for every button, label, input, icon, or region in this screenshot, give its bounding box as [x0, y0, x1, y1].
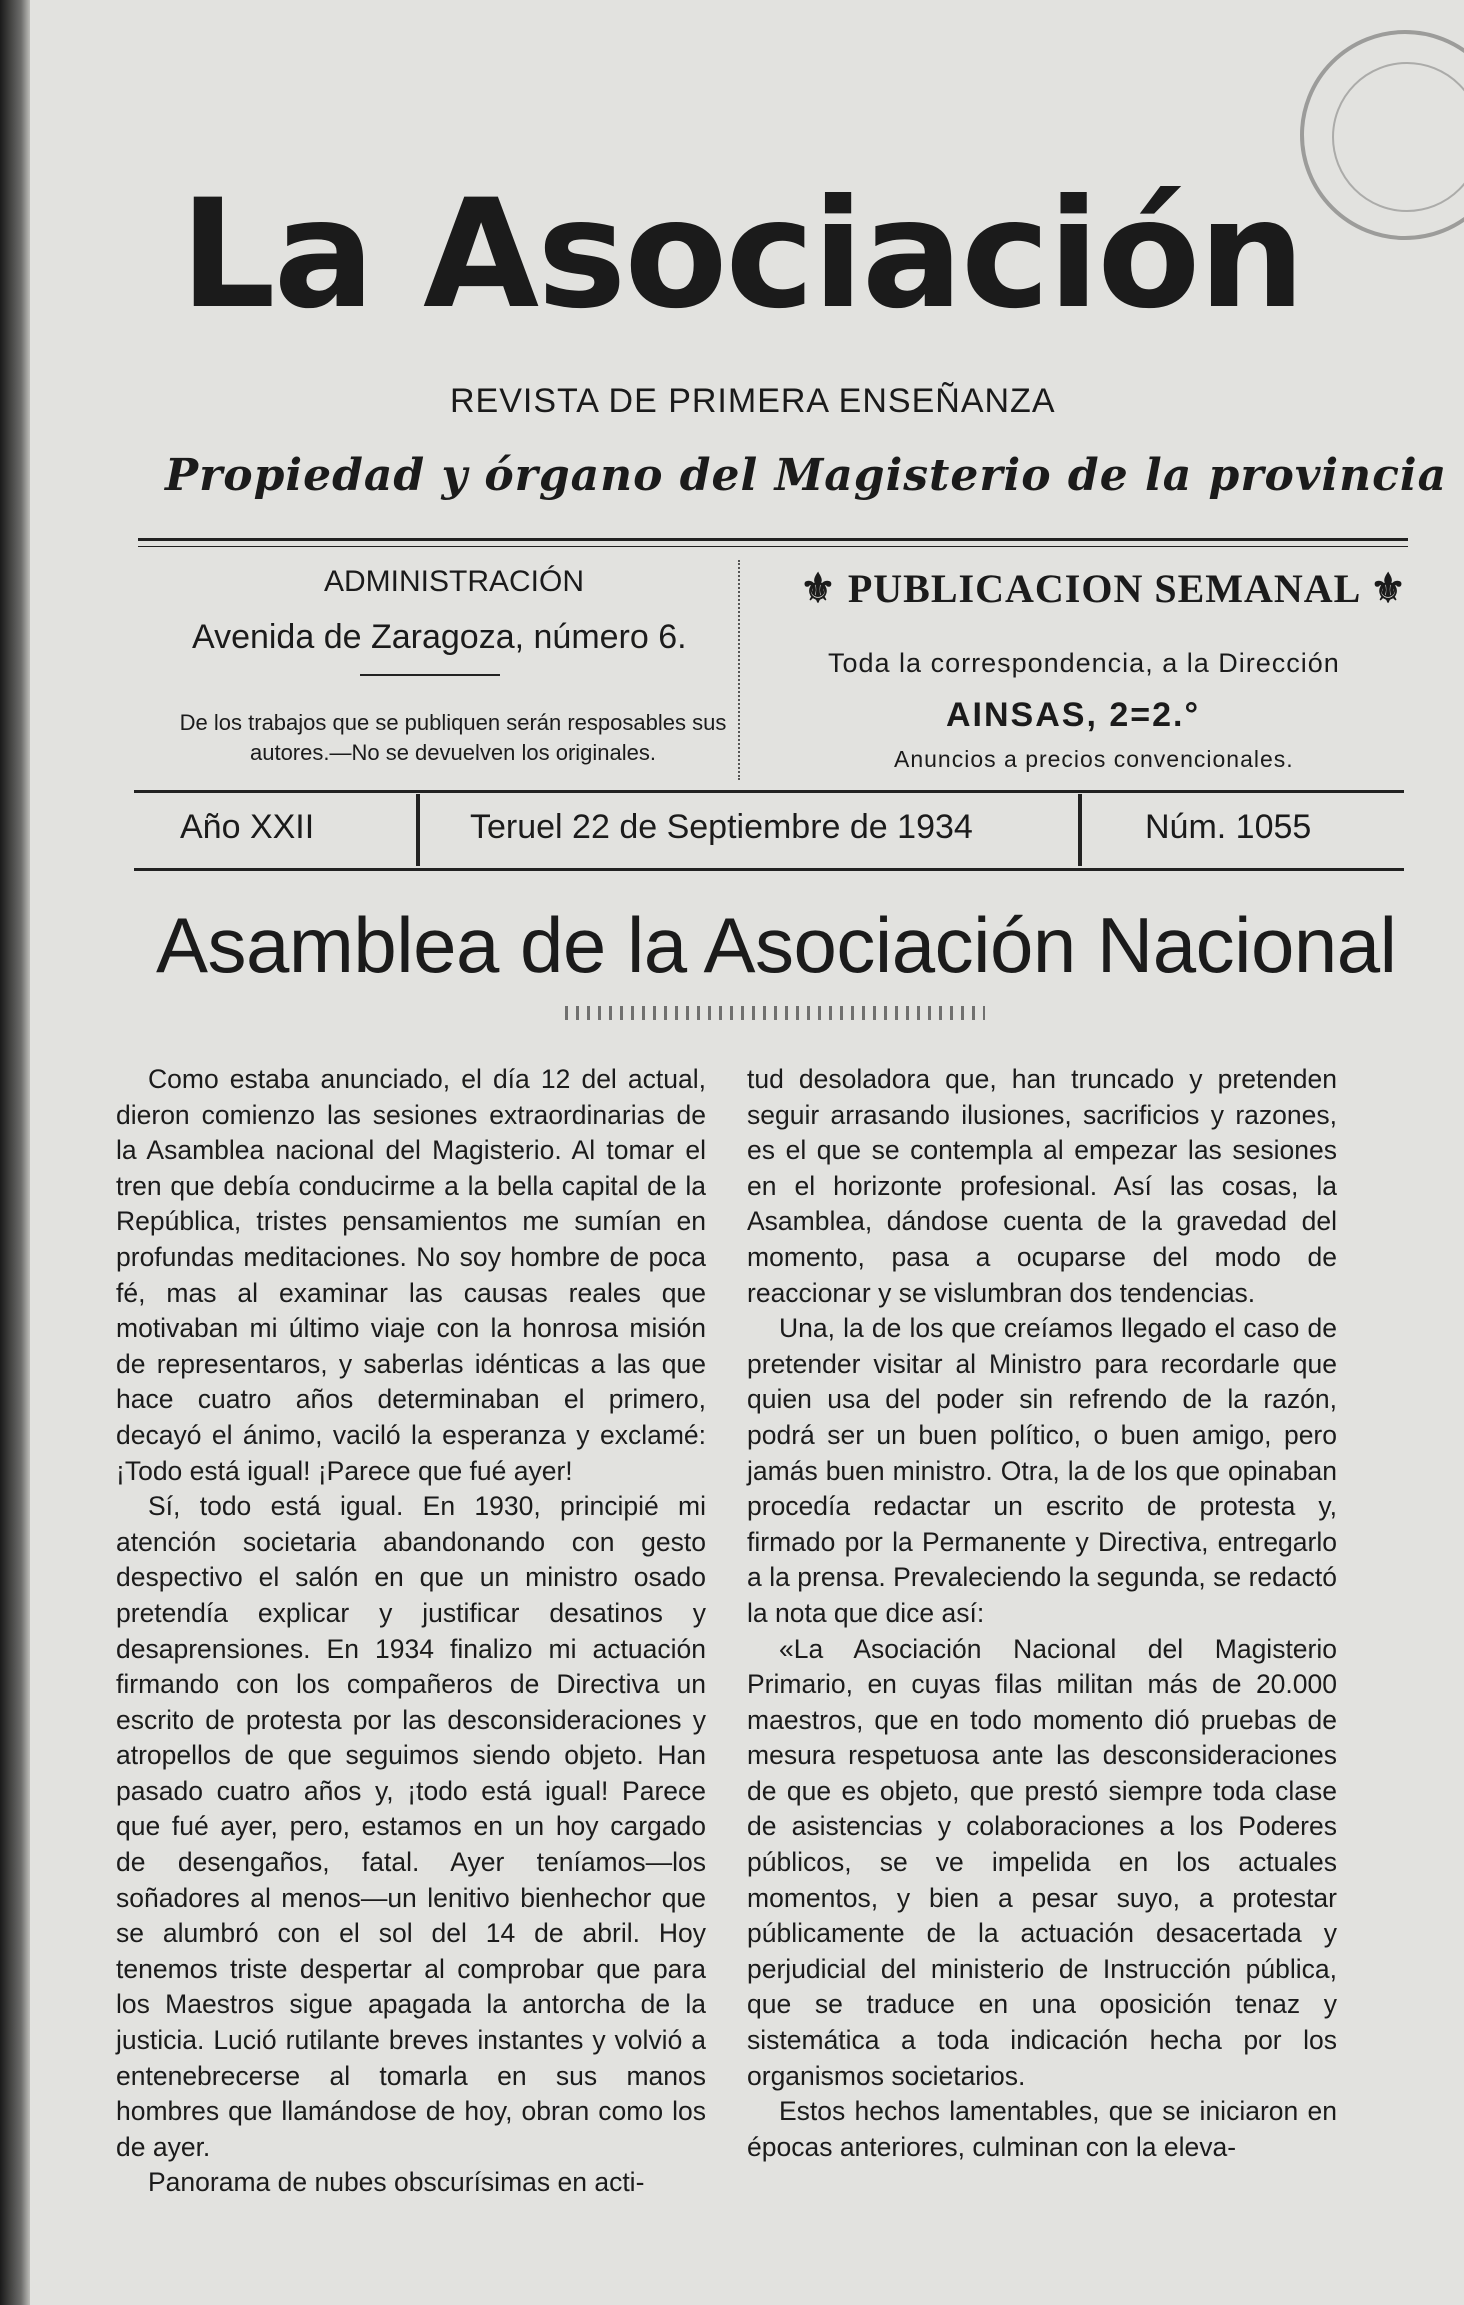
issue-year: Año XXII — [180, 808, 315, 846]
article-column-right — [747, 1062, 1337, 2165]
issue-bar-separator-left — [416, 794, 420, 866]
article-paragraph: Sí, todo está igual. En 1930, principié mi atención societaria abandonando con gesto despectivo el salón en que un ministro osado pretendía explicar y justificar desatinos y desaprensiones. En 1934 finalizo mi actuación firmando con los compañeros de Directiva un escrito de protesta por las desconsideraciones y atropellos de que seguimos siendo objeto. Han pasado cuatro años y, ¡todo está igual! Parece que fué ayer, pero, estamos en un hoy cargado de desengaños, fatal. Ayer teníamos—los soñadores al menos—un lenitivo bienhechor que se alumbró con el sol del 14 de abril. Hoy tenemos triste despertar al comprobar que para los Maestros sigue apagada la antorcha de la justicia. Lució rutilante breves instantes y volvió a entenebrecerse al tomarla en sus manos hombres que llamándose de hoy, obran como los de ayer. — [116, 1491, 706, 2162]
issue-date: Teruel 22 de Septiembre de 1934 — [470, 808, 973, 846]
header-rule-top — [138, 538, 1408, 541]
newspaper-page — [30, 0, 1464, 2305]
article-paragraph: Como estaba anunciado, el día 12 del actual, dieron comienzo las sesiones extraordinarias de la Asamblea nacional del Magisterio. Al tomar el tren que debía conducirme a la bella capital de la República, tristes pensamientos me sumían en profundas meditaciones. No soy hombre de poca fé, mas al examinar las causas reales que motivaban mi último viaje con la honrosa misión de representaros, y saberlas idénticas a las que hace cuatro años determinaban el primero, decayó el ánimo, vaciló la esperanza y exclamé: ¡Todo está igual! ¡Parece que fué ayer! — [116, 1064, 706, 1486]
article-paragraph: «La Asociación Nacional del Magisterio Primario, en cuyas filas militan más de 20.000 maestros, que en todo momento dió pruebas de mesura respetuosa ante las desconsideraciones de que es objeto, que prestó siempre toda clase de asistencias y colaboraciones a los Poderes públicos, se ve impelida en los actuales momentos, y bien a pesar suyo, a protestar públicamente de la actuación desacertada y perjudicial del ministerio de Instrucción pública, que se traduce en una oposición tenaz y sistemática a toda indicación hecha por los organismos societarios. — [747, 1633, 1337, 2091]
issue-bar-separator-right — [1078, 794, 1082, 866]
article-column-left — [116, 1062, 706, 2201]
issue-number: Núm. 1055 — [1145, 808, 1312, 846]
administration-title: ADMINISTRACIÓN — [324, 565, 585, 598]
article-paragraph: Estos hechos lamentables, que se iniciaron en épocas anteriores, culminan con la eleva- — [747, 2096, 1337, 2162]
article-paragraph: tud desoladora que, han truncado y pretenden seguir arrasando ilusiones, sacrificios y razones, es el que se contempla al empezar las sesiones en el horizonte profesional. Así las cosas, la Asamblea, dándose cuenta de la gravedad del momento, pasa a ocuparse del modo de reaccionar y se vislumbran dos tendencias. — [747, 1064, 1337, 1308]
administration-address: Avenida de Zaragoza, número 6. — [192, 618, 687, 656]
masthead-title: La Asociación — [180, 168, 1304, 342]
binding-edge — [0, 0, 30, 2305]
publication-correspondence: Toda la correspondencia, a la Dirección — [828, 648, 1340, 678]
administration-divider — [360, 674, 500, 676]
article-headline: Asamblea de la Asociación Nacional — [156, 901, 1397, 989]
header-rule-top-thin — [138, 546, 1408, 547]
issue-bar-rule-top — [134, 790, 1404, 793]
article-paragraph: Una, la de los que creíamos llegado el caso de pretender visitar al Ministro para recordarle que quien usa del poder sin refrendo de la razón, podrá ser un buen político, o buen amigo, pero jamás buen ministro. Otra, la de los que opinaban procedía redactar un escrito de protesta y, firmado por la Permanente y Directiva, entregarlo a la prensa. Prevaleciendo la segunda, se redactó la nota que dice así: — [747, 1313, 1337, 1628]
publication-ads: Anuncios a precios convencionales. — [894, 746, 1294, 772]
issue-bar-rule-bottom — [134, 868, 1404, 871]
headline-ornament — [565, 1006, 985, 1020]
publication-title: ⚜ PUBLICACION SEMANAL ⚜ — [800, 566, 1408, 611]
publication-address: AINSAS, 2=2.° — [946, 696, 1201, 734]
administration-note: De los trabajos que se publiquen serán resposables sus autores.—No se devuelven los originales. — [179, 710, 727, 765]
masthead-tagline: Propiedad y órgano del Magisterio de la provincia — [165, 450, 1448, 501]
article-paragraph: Panorama de nubes obscurísimas en acti- — [148, 2167, 645, 2198]
masthead-subtitle: REVISTA DE PRIMERA ENSEÑANZA — [450, 382, 1056, 420]
